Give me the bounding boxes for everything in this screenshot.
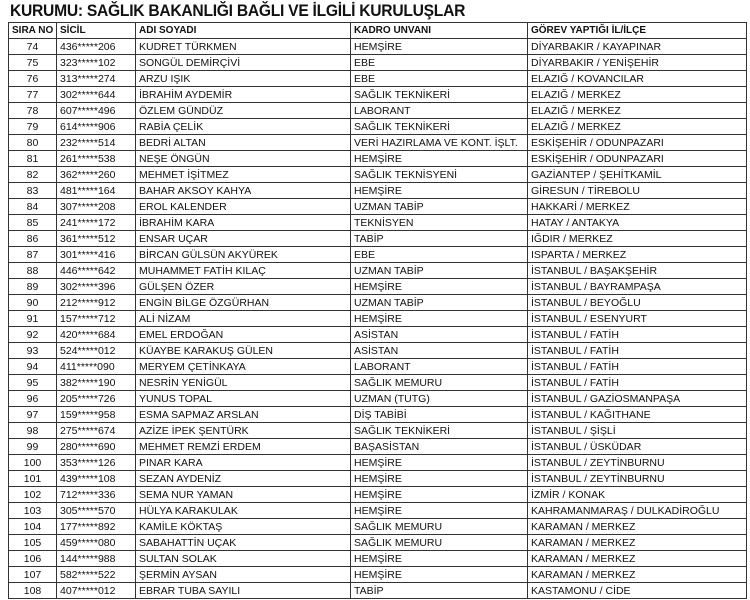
location-cell: İSTANBUL / ESENYURT	[528, 311, 747, 327]
sicil-cell: 261*****538	[57, 151, 136, 167]
title-cell: EBE	[351, 71, 528, 87]
location-cell: İSTANBUL / KAĞITHANE	[528, 407, 747, 423]
name-cell: EBRAR TUBA SAYILI	[136, 583, 351, 599]
title-cell: LABORANT	[351, 103, 528, 119]
title-cell: SAĞLIK MEMURU	[351, 375, 528, 391]
table-row	[9, 503, 747, 519]
name-cell: EMEL ERDOĞAN	[136, 327, 351, 343]
title-cell: HEMŞİRE	[351, 39, 528, 55]
table-row	[9, 87, 747, 103]
title-cell: EBE	[351, 55, 528, 71]
name-cell: HÜLYA KARAKULAK	[136, 503, 351, 519]
location-cell: İSTANBUL / BAYRAMPAŞA	[528, 279, 747, 295]
sira-no-cell: 82	[9, 167, 57, 183]
location-cell: İSTANBUL / ŞİŞLİ	[528, 423, 747, 439]
header-sicil: SİCİL	[57, 23, 136, 39]
name-cell: KÜAYBE KARAKUŞ GÜLEN	[136, 343, 351, 359]
sicil-cell: 420*****684	[57, 327, 136, 343]
table-row	[9, 295, 747, 311]
sira-no-cell: 103	[9, 503, 57, 519]
title-cell: SAĞLIK MEMURU	[351, 535, 528, 551]
name-cell: YUNUS TOPAL	[136, 391, 351, 407]
table-row	[9, 135, 747, 151]
table-row	[9, 535, 747, 551]
title-cell: HEMŞİRE	[351, 279, 528, 295]
name-cell: ARZU IŞIK	[136, 71, 351, 87]
table-row	[9, 71, 747, 87]
location-cell: İSTANBUL / ZEYTİNBURNU	[528, 471, 747, 487]
location-cell: HAKKARİ / MERKEZ	[528, 199, 747, 215]
header-adi-soyadi: ADI SOYADI	[136, 23, 351, 39]
sira-no-cell: 87	[9, 247, 57, 263]
location-cell: KARAMAN / MERKEZ	[528, 519, 747, 535]
sira-no-cell: 78	[9, 103, 57, 119]
location-cell: GİRESUN / TİREBOLU	[528, 183, 747, 199]
location-cell: HATAY / ANTAKYA	[528, 215, 747, 231]
sicil-cell: 280*****690	[57, 439, 136, 455]
sicil-cell: 607*****496	[57, 103, 136, 119]
name-cell: BİRCAN GÜLSÜN AKYÜREK	[136, 247, 351, 263]
sicil-cell: 382*****190	[57, 375, 136, 391]
table-row	[9, 391, 747, 407]
table-row	[9, 231, 747, 247]
sicil-cell: 313*****274	[57, 71, 136, 87]
sicil-cell: 302*****644	[57, 87, 136, 103]
header-gorev-yeri: GÖREV YAPTIĞI İL/İLÇE	[528, 23, 747, 39]
location-cell: KARAMAN / MERKEZ	[528, 567, 747, 583]
title-cell: TEKNİSYEN	[351, 215, 528, 231]
sira-no-cell: 100	[9, 455, 57, 471]
sicil-cell: 205*****726	[57, 391, 136, 407]
sicil-cell: 159*****958	[57, 407, 136, 423]
location-cell: İSTANBUL / GAZİOSMANPAŞA	[528, 391, 747, 407]
sira-no-cell: 108	[9, 583, 57, 599]
sira-no-cell: 94	[9, 359, 57, 375]
location-cell: İSTANBUL / FATİH	[528, 343, 747, 359]
table-row	[9, 103, 747, 119]
sicil-cell: 232*****514	[57, 135, 136, 151]
title-cell: UZMAN TABİP	[351, 263, 528, 279]
location-cell: IĞDIR / MERKEZ	[528, 231, 747, 247]
table-row	[9, 279, 747, 295]
title-cell: HEMŞİRE	[351, 551, 528, 567]
location-cell: İSTANBUL / BAŞAKŞEHİR	[528, 263, 747, 279]
sira-no-cell: 80	[9, 135, 57, 151]
name-cell: BEDRİ ALTAN	[136, 135, 351, 151]
name-cell: ÖZLEM GÜNDÜZ	[136, 103, 351, 119]
location-cell: KASTAMONU / CİDE	[528, 583, 747, 599]
table-row	[9, 487, 747, 503]
location-cell: ESKİŞEHİR / ODUNPAZARI	[528, 151, 747, 167]
name-cell: SABAHATTİN UÇAK	[136, 535, 351, 551]
name-cell: ALİ NİZAM	[136, 311, 351, 327]
table-row	[9, 439, 747, 455]
sicil-cell: 212*****912	[57, 295, 136, 311]
location-cell: ESKİŞEHİR / ODUNPAZARI	[528, 135, 747, 151]
name-cell: SEZAN AYDENİZ	[136, 471, 351, 487]
location-cell: İSTANBUL / ÜSKÜDAR	[528, 439, 747, 455]
table-row	[9, 183, 747, 199]
title-cell: HEMŞİRE	[351, 487, 528, 503]
title-cell: ASİSTAN	[351, 343, 528, 359]
title-cell: UZMAN (TUTG)	[351, 391, 528, 407]
sicil-cell: 524*****012	[57, 343, 136, 359]
sira-no-cell: 84	[9, 199, 57, 215]
title-cell: HEMŞİRE	[351, 311, 528, 327]
title-cell: DİŞ TABİBİ	[351, 407, 528, 423]
title-cell: UZMAN TABİP	[351, 199, 528, 215]
name-cell: SEMA NUR YAMAN	[136, 487, 351, 503]
location-cell: İSTANBUL / FATİH	[528, 359, 747, 375]
title-cell: EBE	[351, 247, 528, 263]
title-cell: HEMŞİRE	[351, 503, 528, 519]
sira-no-cell: 79	[9, 119, 57, 135]
name-cell: NEŞE ÖNGÜN	[136, 151, 351, 167]
title-cell: SAĞLIK TEKNİKERİ	[351, 119, 528, 135]
sicil-cell: 275*****674	[57, 423, 136, 439]
sicil-cell: 407*****012	[57, 583, 136, 599]
table-row	[9, 119, 747, 135]
sicil-cell: 481*****164	[57, 183, 136, 199]
sira-no-cell: 74	[9, 39, 57, 55]
table-row	[9, 519, 747, 535]
table-row	[9, 583, 747, 599]
table-row	[9, 167, 747, 183]
title-cell: ASİSTAN	[351, 327, 528, 343]
sira-no-cell: 97	[9, 407, 57, 423]
name-cell: PINAR KARA	[136, 455, 351, 471]
table-row	[9, 551, 747, 567]
table-row	[9, 375, 747, 391]
name-cell: RABİA ÇELİK	[136, 119, 351, 135]
name-cell: SONGÜL DEMİRÇİVİ	[136, 55, 351, 71]
sicil-cell: 436*****206	[57, 39, 136, 55]
name-cell: BAHAR AKSOY KAHYA	[136, 183, 351, 199]
location-cell: İSTANBUL / FATİH	[528, 327, 747, 343]
sicil-cell: 157*****712	[57, 311, 136, 327]
title-cell: HEMŞİRE	[351, 151, 528, 167]
name-cell: EROL KALENDER	[136, 199, 351, 215]
sicil-cell: 241*****172	[57, 215, 136, 231]
table-row	[9, 39, 747, 55]
sira-no-cell: 90	[9, 295, 57, 311]
name-cell: ŞERMİN AYSAN	[136, 567, 351, 583]
location-cell: ISPARTA / MERKEZ	[528, 247, 747, 263]
sicil-cell: 582*****522	[57, 567, 136, 583]
name-cell: MEHMET REMZİ ERDEM	[136, 439, 351, 455]
title-cell: HEMŞİRE	[351, 567, 528, 583]
sira-no-cell: 98	[9, 423, 57, 439]
title-cell: HEMŞİRE	[351, 471, 528, 487]
sicil-cell: 439*****108	[57, 471, 136, 487]
sira-no-cell: 102	[9, 487, 57, 503]
title-cell: UZMAN TABİP	[351, 295, 528, 311]
sicil-cell: 353*****126	[57, 455, 136, 471]
name-cell: MUHAMMET FATİH KILAÇ	[136, 263, 351, 279]
sira-no-cell: 96	[9, 391, 57, 407]
table-row	[9, 263, 747, 279]
table-row	[9, 471, 747, 487]
location-cell: İZMİR / KONAK	[528, 487, 747, 503]
sicil-cell: 361*****512	[57, 231, 136, 247]
table-header-row	[9, 23, 747, 39]
sicil-cell: 446*****642	[57, 263, 136, 279]
name-cell: İBRAHİM KARA	[136, 215, 351, 231]
title-cell: VERİ HAZIRLAMA VE KONT. İŞLT.	[351, 135, 528, 151]
sicil-cell: 459*****080	[57, 535, 136, 551]
table-row	[9, 327, 747, 343]
sicil-cell: 305*****570	[57, 503, 136, 519]
title-cell: SAĞLIK TEKNİSYENİ	[351, 167, 528, 183]
title-cell: TABİP	[351, 583, 528, 599]
name-cell: KAMİLE KÖKTAŞ	[136, 519, 351, 535]
table-row	[9, 215, 747, 231]
sira-no-cell: 88	[9, 263, 57, 279]
name-cell: AZİZE İPEK ŞENTÜRK	[136, 423, 351, 439]
sira-no-cell: 91	[9, 311, 57, 327]
sicil-cell: 307*****208	[57, 199, 136, 215]
sira-no-cell: 93	[9, 343, 57, 359]
name-cell: GÜLŞEN ÖZER	[136, 279, 351, 295]
sicil-cell: 144*****988	[57, 551, 136, 567]
location-cell: GAZİANTEP / ŞEHİTKAMİL	[528, 167, 747, 183]
sicil-cell: 614*****906	[57, 119, 136, 135]
sira-no-cell: 101	[9, 471, 57, 487]
location-cell: DİYARBAKIR / KAYAPINAR	[528, 39, 747, 55]
sicil-cell: 177*****892	[57, 519, 136, 535]
document-title: KURUMU: SAĞLIK BAKANLIĞI BAĞLI VE İLGİLİ KURULUŞLAR	[10, 1, 466, 20]
location-cell: KARAMAN / MERKEZ	[528, 535, 747, 551]
sicil-cell: 302*****396	[57, 279, 136, 295]
sira-no-cell: 85	[9, 215, 57, 231]
title-cell: TABİP	[351, 231, 528, 247]
location-cell: KARAMAN / MERKEZ	[528, 551, 747, 567]
sicil-cell: 362*****260	[57, 167, 136, 183]
sicil-cell: 712*****336	[57, 487, 136, 503]
sira-no-cell: 95	[9, 375, 57, 391]
name-cell: NESRİN YENİGÜL	[136, 375, 351, 391]
sira-no-cell: 99	[9, 439, 57, 455]
table-row	[9, 343, 747, 359]
name-cell: İBRAHİM AYDEMİR	[136, 87, 351, 103]
table-row	[9, 55, 747, 71]
sira-no-cell: 107	[9, 567, 57, 583]
sira-no-cell: 86	[9, 231, 57, 247]
name-cell: ENSAR UÇAR	[136, 231, 351, 247]
location-cell: İSTANBUL / BEYOĞLU	[528, 295, 747, 311]
title-cell: SAĞLIK TEKNİKERİ	[351, 423, 528, 439]
sicil-cell: 411*****090	[57, 359, 136, 375]
sira-no-cell: 75	[9, 55, 57, 71]
header-kadro-unvani: KADRO UNVANI	[351, 23, 528, 39]
location-cell: KAHRAMANMARAŞ / DULKADİROĞLU	[528, 503, 747, 519]
location-cell: ELAZIĞ / KOVANCILAR	[528, 71, 747, 87]
sira-no-cell: 89	[9, 279, 57, 295]
table-row	[9, 423, 747, 439]
name-cell: KUDRET TÜRKMEN	[136, 39, 351, 55]
title-cell: LABORANT	[351, 359, 528, 375]
sira-no-cell: 106	[9, 551, 57, 567]
name-cell: MEHMET İŞİTMEZ	[136, 167, 351, 183]
header-sira-no: SIRA NO	[9, 23, 57, 39]
sira-no-cell: 81	[9, 151, 57, 167]
location-cell: İSTANBUL / FATİH	[528, 375, 747, 391]
title-cell: BAŞASİSTAN	[351, 439, 528, 455]
sira-no-cell: 104	[9, 519, 57, 535]
title-cell: SAĞLIK TEKNİKERİ	[351, 87, 528, 103]
location-cell: ELAZIĞ / MERKEZ	[528, 119, 747, 135]
location-cell: DİYARBAKIR / YENİŞEHİR	[528, 55, 747, 71]
location-cell: İSTANBUL / ZEYTİNBURNU	[528, 455, 747, 471]
table-row	[9, 199, 747, 215]
table-row	[9, 247, 747, 263]
location-cell: ELAZIĞ / MERKEZ	[528, 87, 747, 103]
sira-no-cell: 105	[9, 535, 57, 551]
table-row	[9, 151, 747, 167]
title-cell: SAĞLIK MEMURU	[351, 519, 528, 535]
sicil-cell: 301*****416	[57, 247, 136, 263]
personnel-table	[8, 22, 747, 599]
table-row	[9, 567, 747, 583]
sira-no-cell: 76	[9, 71, 57, 87]
sicil-cell: 323*****102	[57, 55, 136, 71]
table-body	[9, 39, 747, 599]
location-cell: ELAZIĞ / MERKEZ	[528, 103, 747, 119]
title-cell: HEMŞİRE	[351, 183, 528, 199]
title-cell: HEMŞİRE	[351, 455, 528, 471]
name-cell: ESMA SAPMAZ ARSLAN	[136, 407, 351, 423]
sira-no-cell: 83	[9, 183, 57, 199]
table-row	[9, 455, 747, 471]
name-cell: MERYEM ÇETİNKAYA	[136, 359, 351, 375]
table-row	[9, 359, 747, 375]
name-cell: SULTAN SOLAK	[136, 551, 351, 567]
sira-no-cell: 77	[9, 87, 57, 103]
table-row	[9, 407, 747, 423]
sira-no-cell: 92	[9, 327, 57, 343]
table-row	[9, 311, 747, 327]
name-cell: ENGİN BİLGE ÖZGÜRHAN	[136, 295, 351, 311]
